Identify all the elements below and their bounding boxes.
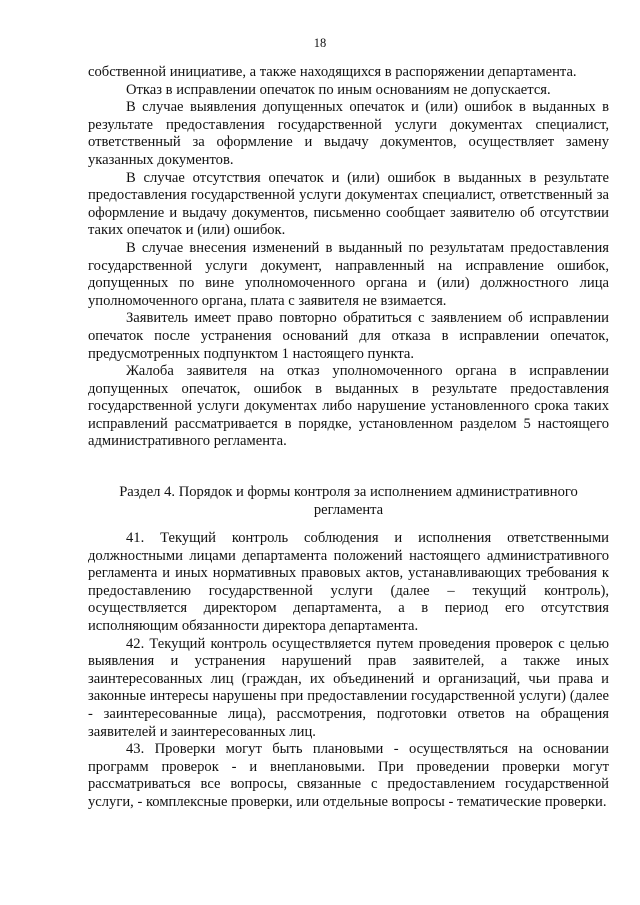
paragraph: 41. Текущий контроль соблюдения и исполнения ответственными должностными лицами департамента положений настоящего административного регламента и иных нормативных правовых актов, устанавливающих требования к предоставлению государственной услуги (далее – текущий контроль), осуществляется директором департамента, а в период его отсутствия исполняющим обязанности директора департамента. [88, 530, 609, 634]
paragraph: В случае внесения изменений в выданный по результатам предоставления государственной услуги документ, направленный на исправление ошибок, допущенных по вине уполномоченного органа и (или) должностного лица уполномоченного органа, плата с заявителя не взимается. [88, 239, 609, 309]
paragraph: 42. Текущий контроль осуществляется путем проведения проверок с целью выявления и устранения нарушений прав заявителей, а также иных заинтересованных лиц (граждан, их объединений и организаций, чьи права и законные интересы нарушены при предоставлении государственной услуги) (далее - заинтересованные лица), рассмотрения, подготовки ответов на обращения заявителей и заинтересованных лиц. [88, 635, 609, 740]
paragraph: Жалоба заявителя на отказ уполномоченного органа в исправлении допущенных опечаток, ошибок в выданных в результате предоставления государственной услуги документах либо нарушение установленного срока таких исправлений рассматривается в порядке, установленном разделом 5 настоящего административного регламента. [88, 363, 609, 450]
paragraph: В случае отсутствия опечаток и (или) ошибок в выданных в результате предоставления государственной услуги документах специалист, ответственный за оформление и выдачу документов, письменно сообщает заявителю об отсутствии таких опечаток и (или) ошибок. [88, 169, 609, 239]
page-number: 18 [313, 36, 327, 50]
paragraph: 43. Проверки могут быть плановыми - осуществляться на основании программ проверок - и внеплановыми. При проведении проверки могут рассматриваться все вопросы, связанные с предоставлением государственной услуги, - комплексные проверки, или отдельные вопросы - тематические проверки. [88, 741, 609, 810]
text-block-top [88, 64, 609, 451]
section-heading: Раздел 4. Порядок и формы контроля за исполнением административного регламента [119, 484, 578, 518]
text-block-bottom [88, 530, 609, 812]
paragraph: В случае выявления допущенных опечаток и (или) ошибок в выданных в результате предоставления государственной услуги документах специалист, ответственный за оформление и выдачу документов, осуществляет замену указанных документов. [88, 99, 609, 168]
paragraph: собственной инициативе, а также находящихся в распоряжении департамента. [88, 64, 577, 80]
paragraph: Отказ в исправлении опечаток по иным основаниям не допускается. [126, 81, 551, 98]
paragraph: Заявитель имеет право повторно обратиться с заявлением об исправлении опечаток после устранения оснований для отказа в исправлении опечаток, предусмотренных подпунктом 1 настоящего пункта. [88, 310, 609, 362]
